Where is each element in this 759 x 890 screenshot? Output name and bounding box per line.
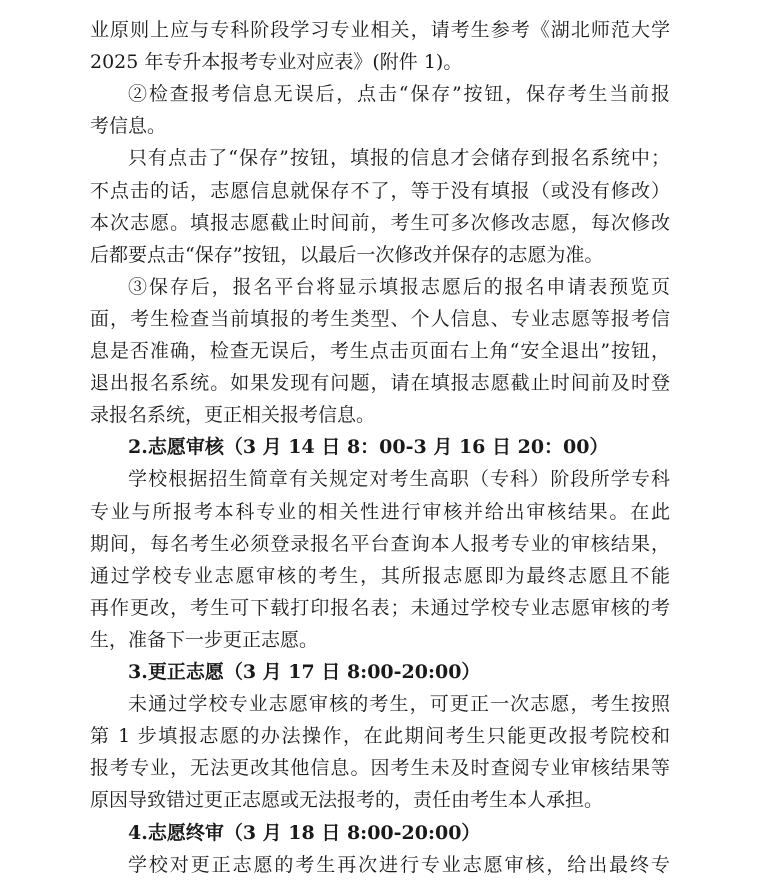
paragraph-line: 息是否准确，检查无误后，考生点击页面右上角“安全退出”按钮， — [90, 340, 670, 362]
paragraph-line: 生，准备下一步更正志愿。 — [90, 628, 319, 651]
paragraph-line: 不点击的话，志愿信息就保存不了，等于没有填报（或没有修改） — [90, 179, 670, 202]
paragraph-line: 考信息。 — [90, 115, 167, 138]
paragraph-line: 2025 年专升本报考专业对应表》(附件 1)。 — [90, 51, 463, 74]
paragraph-line: 面，考生检查当前填报的考生类型、个人信息、专业志愿等报考信 — [90, 307, 670, 330]
paragraph-line: 期间，每名考生必须登录报名平台查询本人报考专业的审核结果， — [90, 532, 670, 555]
paragraph-line: 业原则上应与专科阶段学习专业相关，请考生参考《湖北师范大学 — [90, 19, 670, 41]
paragraph-line: 录报名系统，更正相关报考信息。 — [90, 404, 376, 427]
paragraph-line: 只有点击了“保存”按钮，填报的信息才会储存到报名系统中； — [128, 147, 670, 170]
section-heading: 4.志愿终审（3 月 18 日 8:00-20:00） — [128, 821, 481, 844]
paragraph-line: 未通过学校专业志愿审核的考生，可更正一次志愿，考生按照 — [128, 693, 670, 716]
section-heading: 3.更正志愿（3 月 17 日 8:00-20:00） — [128, 661, 481, 683]
paragraph-line: 退出报名系统。如果发现有问题，请在填报志愿截止时间前及时登 — [90, 372, 670, 395]
paragraph-line: 学校根据招生简章有关规定对考生高职（专科）阶段所学专科 — [128, 468, 670, 491]
paragraph-line: 再作更改，考生可下载打印报名表；未通过学校专业志愿审核的考 — [90, 596, 670, 619]
paragraph-line: 第 1 步填报志愿的办法操作，在此期间考生只能更改报考院校和 — [90, 725, 670, 748]
paragraph-line: 通过学校专业志愿审核的考生，其所报志愿即为最终志愿且不能 — [90, 564, 670, 587]
paragraph-line: ②检查报考信息无误后，点击“保存”按钮，保存考生当前报 — [128, 83, 670, 106]
paragraph-line: 原因导致错过更正志愿或无法报考的，责任由考生本人承担。 — [90, 789, 604, 812]
paragraph-line: 后都要点击“保存”按钮，以最后一次修改并保存的志愿为准。 — [90, 243, 604, 266]
paragraph-line: ③保存后，报名平台将显示填报志愿后的报名申请表预览页 — [128, 275, 670, 298]
paragraph-line: 本次志愿。填报志愿截止时间前，考生可多次修改志愿，每次修改 — [90, 211, 670, 234]
section-heading: 2.志愿审核（3 月 14 日 8：00-3 月 16 日 20：00） — [128, 436, 609, 459]
paragraph-line: 报考专业，无法更改其他信息。因考生未及时查阅专业审核结果等 — [90, 757, 670, 780]
paragraph-line: 学校对更正志愿的考生再次进行专业志愿审核，给出最终专 — [128, 853, 670, 876]
paragraph-line: 专业与所报考本科专业的相关性进行审核并给出审核结果。在此 — [90, 500, 670, 523]
